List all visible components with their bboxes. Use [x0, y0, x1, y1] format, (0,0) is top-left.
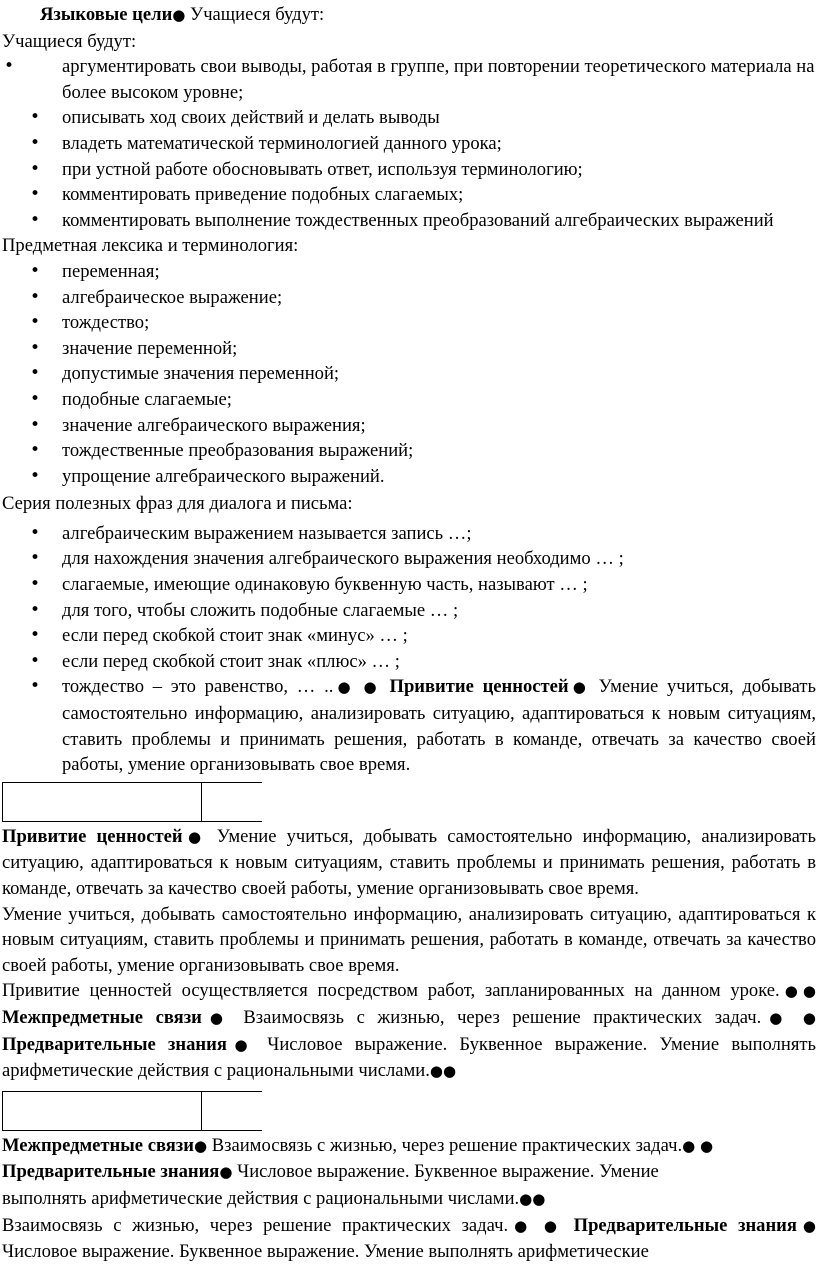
phrases-list	[2, 521, 816, 778]
table-cell	[2, 783, 202, 821]
list-item	[2, 336, 816, 362]
bullet-dot-icon: ● ●	[682, 1136, 714, 1155]
table-cell	[202, 1092, 262, 1130]
bullet-dot-icon: ● ●	[761, 1008, 816, 1027]
prior-knowledge-text: Числовое выражение. Буквенное выражение. Умение выполнять арифметические действия с рациональными числами.	[2, 1161, 659, 1209]
list-item	[2, 285, 816, 311]
bullet-dot-icon: ● ●	[333, 678, 390, 697]
values-paragraph	[2, 824, 816, 902]
list-item	[2, 157, 816, 183]
list-item	[2, 521, 816, 547]
list-item	[2, 259, 816, 285]
list-item	[2, 649, 816, 675]
list-item-text: тождественные преобразования выражений;	[62, 440, 414, 462]
list-item	[2, 674, 816, 777]
list-item-text: слагаемые, имеющие одинаковую буквенную часть, называют … ;	[62, 574, 588, 596]
list-item-text: описывать ход своих действий и делать выводы	[62, 107, 440, 129]
list-item	[2, 54, 816, 105]
list-item	[2, 413, 816, 439]
list-item	[2, 387, 816, 413]
students-will-line: Учащиеся будут:	[2, 30, 137, 52]
list-item	[2, 208, 816, 234]
values-paragraph-3	[2, 978, 816, 1084]
list-item-text: подобные слагаемые;	[62, 388, 232, 410]
list-item-text: переменная;	[62, 260, 160, 282]
bullet-dot-icon: ●	[182, 827, 207, 846]
list-item-text: тождество – это равенство, … ..	[62, 676, 334, 698]
list-item	[2, 623, 816, 649]
list-item	[2, 464, 816, 490]
list-item	[2, 572, 816, 598]
list-item-text: при устной работе обосновывать ответ, используя терминологию;	[62, 158, 583, 180]
values-text: Умение учиться, добывать самостоятельно информацию, анализировать ситуацию, адаптироваться к новым ситуациям, ставить проблемы и принимать решения, работать в команде, отвечать за качество своей работы, умение организовывать свое время.	[2, 825, 816, 899]
list-item-text: значение переменной;	[62, 337, 238, 359]
prior-knowledge-text: Числовое выражение. Буквенное выражение. Умение выполнять арифметические	[2, 1241, 649, 1263]
list-item	[2, 361, 816, 387]
list-item-text: комментировать приведение подобных слагаемых;	[62, 184, 464, 206]
prior-knowledge-heading: Предварительные знания	[2, 1033, 227, 1055]
list-item	[2, 598, 816, 624]
bullet-dot-icon: ●	[193, 1136, 208, 1155]
interdisciplinary-text: Взаимосвязь с жизнью, через решение практических задач.	[2, 1214, 509, 1236]
prior-knowledge-heading: Предварительные знания	[2, 1161, 220, 1183]
list-item	[2, 546, 816, 572]
list-item-text: алгебраическим выражением называется запись …;	[62, 522, 472, 544]
prior-knowledge-heading: Предварительные знания	[573, 1214, 797, 1236]
list-item-text: допустимые значения переменной;	[62, 363, 340, 385]
bullet-dot-icon: ●●	[519, 1189, 546, 1208]
list-item-text: значение алгебраического выражения;	[62, 414, 366, 436]
bullet-dot-icon: ● ●	[508, 1216, 574, 1235]
bullet-dot-icon: ●	[226, 1035, 256, 1054]
values-heading: Привитие ценностей	[389, 676, 569, 698]
list-item-text: комментировать выполнение тождественных преобразований алгебраических выражений	[62, 209, 774, 231]
prior-knowledge-text: Числовое выражение. Буквенное выражение. Умение выполнять арифметические действия с рациональными числами.	[2, 1033, 816, 1082]
bullet-dot-icon: ●	[796, 1216, 816, 1235]
list-item	[2, 438, 816, 464]
list-item-text: для того, чтобы сложить подобные слагаемые … ;	[62, 599, 459, 621]
table-cell	[202, 783, 262, 821]
list-item-text: алгебраическое выражение;	[62, 286, 283, 308]
list-item	[2, 105, 816, 131]
list-item-text: для нахождения значения алгебраического выражения необходимо … ;	[62, 548, 624, 570]
bullet-dot-icon: ●	[172, 6, 186, 24]
vocab-list	[2, 259, 816, 489]
language-goals-line	[2, 2, 816, 29]
values-heading: Привитие ценностей	[2, 825, 183, 847]
interdisciplinary-heading: Межпредметные связи	[2, 1134, 194, 1156]
interdisciplinary-text: Взаимосвязь с жизнью, через решение практических задач.	[207, 1134, 683, 1156]
bullet-dot-icon: ●	[219, 1163, 233, 1182]
interdisciplinary-text: Взаимосвязь с жизнью, через решение практических задач.	[230, 1006, 762, 1028]
list-item	[2, 310, 816, 336]
bullet-dot-icon: ●●	[429, 1062, 457, 1081]
list-item	[2, 182, 816, 208]
values-paragraph-2: Умение учиться, добывать самостоятельно информацию, анализировать ситуацию, адаптироваться к новым ситуациям, ставить проблемы и принимать решения, работать в команде, отвечать за качество своей работы, умение организовывать свое время.	[2, 903, 816, 976]
empty-table	[2, 782, 262, 822]
vocab-heading: Предметная лексика и терминология:	[2, 235, 299, 257]
list-item-text: если перед скобкой стоит знак «минус» … ;	[62, 625, 408, 647]
values-para3-text: Привитие ценностей осуществляется посредством работ, запланированных на данном уроке.	[2, 980, 780, 1002]
list-item-text: если перед скобкой стоит знак «плюс» … ;	[62, 650, 400, 672]
language-goals-list	[2, 54, 816, 233]
phrases-heading: Серия полезных фраз для диалога и письма:	[2, 493, 353, 515]
language-goals-heading: Языковые цели	[40, 4, 173, 25]
list-item-text: владеть математической терминологией данного урока;	[62, 132, 502, 154]
language-goals-intro: Учащиеся будут:	[185, 4, 325, 25]
empty-table	[2, 1091, 262, 1131]
bullet-dot-icon: ●	[568, 678, 590, 697]
bullet-dot-icon: ●	[201, 1008, 231, 1027]
table-cell	[2, 1092, 202, 1130]
list-item-text: упрощение алгебраического выражений.	[62, 465, 385, 487]
list-item	[2, 131, 816, 157]
interdisciplinary-heading: Межпредметные связи	[2, 1006, 202, 1028]
list-item-text: тождество;	[62, 312, 150, 334]
interdisciplinary-paragraph-2	[2, 1213, 816, 1265]
interdisciplinary-paragraph	[2, 1133, 816, 1213]
bullet-dot-icon: ●●	[779, 982, 816, 1001]
list-item-text: аргументировать свои выводы, работая в группе, при повторении теоретического материала на более высоком уровне;	[62, 56, 815, 103]
values-text: Умение учиться, добывать самостоятельно информацию, анализировать ситуацию, адаптироваться к новым ситуациям, ставить проблемы и принимать решения, работать в команде, отвечать за качество своей работы, умение организовывать свое время.	[62, 676, 816, 776]
